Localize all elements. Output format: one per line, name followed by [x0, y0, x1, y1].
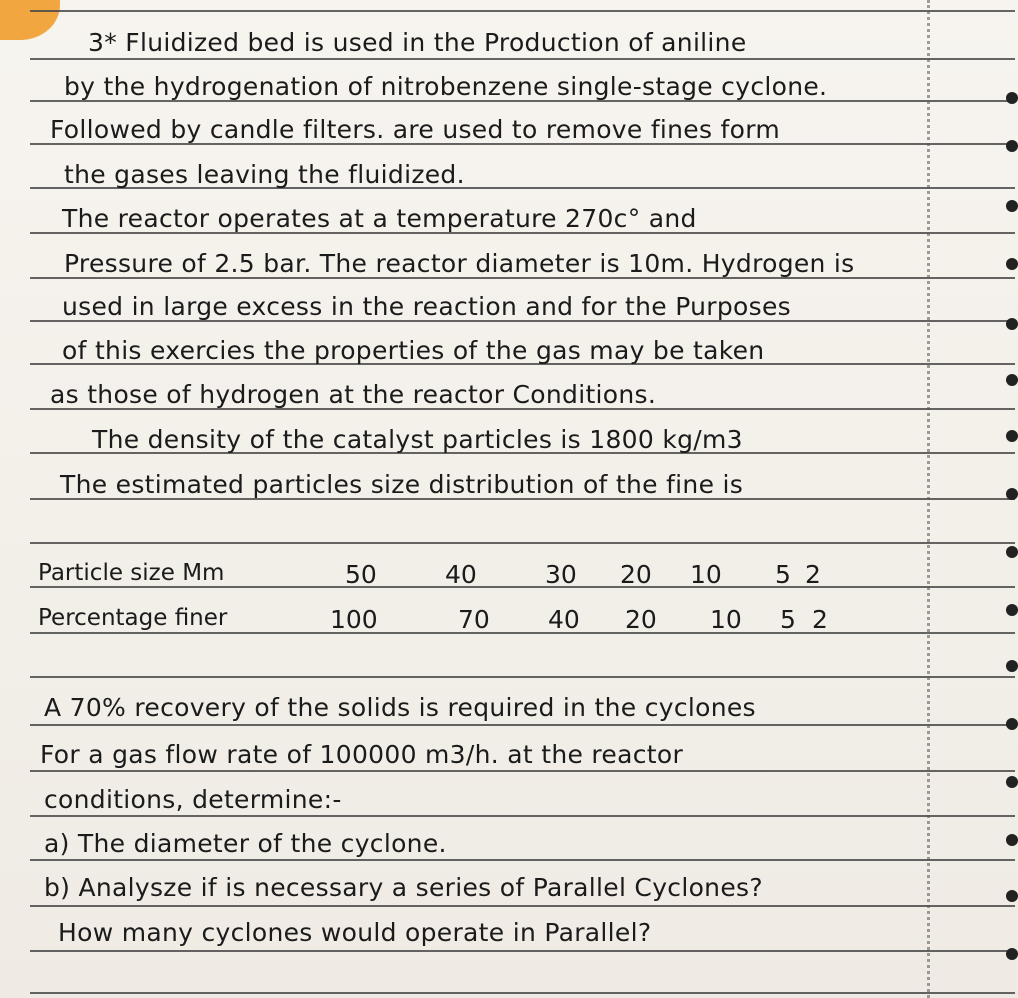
- question-b-followup: How many cyclones would operate in Parallel?: [58, 918, 652, 947]
- table-cell: 100: [330, 605, 378, 634]
- ruled-line: [30, 770, 1015, 772]
- binding-hole: [1006, 374, 1018, 386]
- binding-hole: [1006, 488, 1018, 500]
- problem-line: The reactor operates at a temperature 270c° and: [62, 204, 697, 233]
- ruled-line: [30, 676, 1015, 678]
- problem-number: 3*: [88, 28, 118, 57]
- binding-hole: [1006, 258, 1018, 270]
- binding-hole: [1006, 430, 1018, 442]
- row-label-particle-size: Particle size Mm: [38, 560, 225, 586]
- table-cell: 30: [545, 560, 577, 589]
- problem-line: conditions, determine:-: [44, 785, 342, 814]
- table-cell: 20: [620, 560, 652, 589]
- table-cell: 5: [780, 605, 796, 634]
- orange-corner-decoration: [0, 0, 60, 40]
- table-cell: 40: [548, 605, 580, 634]
- problem-line: the gases leaving the fluidized.: [64, 160, 465, 189]
- problem-line: by the hydrogenation of nitrobenzene single-stage cyclone.: [64, 72, 828, 101]
- binding-hole: [1006, 834, 1018, 846]
- ruled-line: [30, 815, 1015, 817]
- ruled-line: [30, 859, 1015, 861]
- problem-line: Followed by candle filters. are used to remove fines form: [50, 115, 781, 144]
- ruled-line: [30, 586, 1015, 588]
- table-cell: 50: [345, 560, 377, 589]
- problem-line: [88, 28, 747, 57]
- binding-hole: [1006, 776, 1018, 788]
- binding-hole: [1006, 546, 1018, 558]
- binding-hole: [1006, 718, 1018, 730]
- binding-hole: [1006, 604, 1018, 616]
- ruled-line: [30, 632, 1015, 634]
- ruled-line: [30, 724, 1015, 726]
- ruled-line: [30, 58, 1015, 60]
- binding-hole: [1006, 200, 1018, 212]
- question-a: a) The diameter of the cyclone.: [44, 829, 447, 858]
- problem-line: of this exercies the properties of the gas may be taken: [62, 336, 765, 365]
- table-cell: 10: [710, 605, 742, 634]
- margin-dotted-line: [927, 0, 930, 998]
- ruled-line: [30, 542, 1015, 544]
- table-cell: 40: [445, 560, 477, 589]
- row-label-percentage-finer: Percentage finer: [38, 605, 228, 631]
- table-cell: 20: [625, 605, 657, 634]
- problem-line: The density of the catalyst particles is 1800 kg/m3: [92, 425, 743, 454]
- binding-hole: [1006, 890, 1018, 902]
- table-cell: 70: [458, 605, 490, 634]
- problem-line: A 70% recovery of the solids is required in the cyclones: [44, 693, 756, 722]
- problem-line: For a gas flow rate of 100000 m3/h. at the reactor: [40, 740, 684, 769]
- problem-line: as those of hydrogen at the reactor Conditions.: [50, 380, 657, 409]
- binding-hole: [1006, 660, 1018, 672]
- problem-line: The estimated particles size distribution of the fine is: [60, 470, 744, 499]
- ruled-line: [30, 905, 1015, 907]
- binding-hole: [1006, 948, 1018, 960]
- table-cell: 10: [690, 560, 722, 589]
- binding-hole: [1006, 140, 1018, 152]
- binding-hole: [1006, 318, 1018, 330]
- question-b: b) Analysze if is necessary a series of Parallel Cyclones?: [44, 873, 763, 902]
- binding-hole: [1006, 92, 1018, 104]
- table-cell: 5: [775, 560, 791, 589]
- table-cell: 2: [805, 560, 821, 589]
- ruled-line: [30, 950, 1015, 952]
- ruled-line: [30, 10, 1015, 12]
- table-cell: 2: [812, 605, 828, 634]
- problem-text: Fluidized bed is used in the Production of aniline: [125, 28, 747, 57]
- problem-line: Pressure of 2.5 bar. The reactor diameter is 10m. Hydrogen is: [64, 249, 855, 278]
- problem-line: used in large excess in the reaction and for the Purposes: [62, 292, 791, 321]
- ruled-line: [30, 992, 1015, 994]
